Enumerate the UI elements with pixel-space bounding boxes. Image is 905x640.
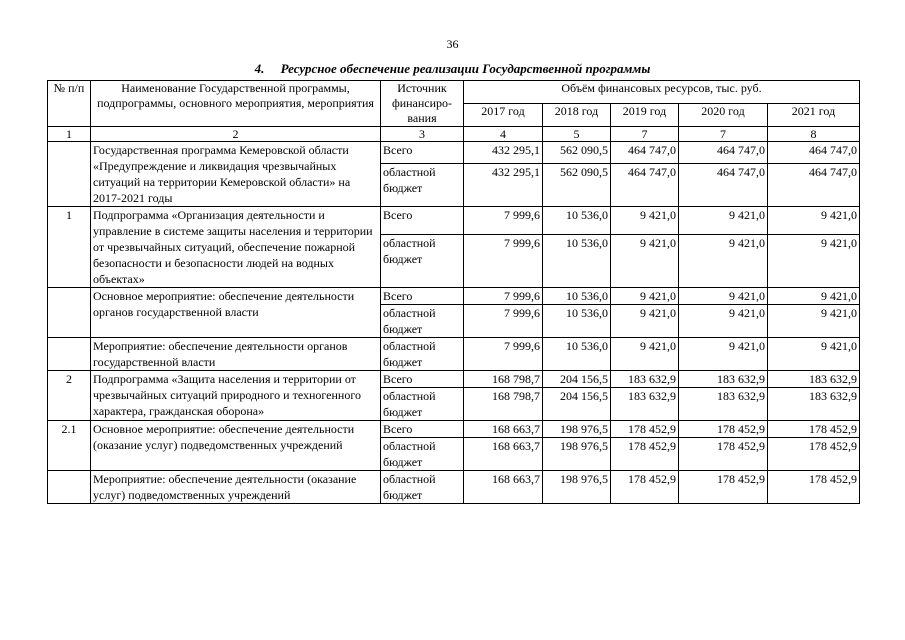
row-number bbox=[48, 471, 91, 504]
header-source: Источник финансиро-вания bbox=[381, 81, 464, 127]
column-index: 7 bbox=[679, 127, 768, 142]
amount-cell: 9 421,0 bbox=[679, 234, 768, 287]
header-num: № п/п bbox=[48, 81, 91, 127]
table-row bbox=[48, 471, 860, 504]
funding-source: Всего bbox=[381, 207, 464, 235]
amount-cell: 183 632,9 bbox=[768, 371, 860, 388]
table-row bbox=[48, 338, 860, 371]
amount-cell: 168 663,7 bbox=[464, 471, 543, 504]
funding-source: областной бюджет bbox=[381, 471, 464, 504]
amount-cell: 562 090,5 bbox=[543, 164, 611, 207]
amount-cell: 10 536,0 bbox=[543, 305, 611, 338]
section-title: 4. Ресурсное обеспечение реализации Государственной программы bbox=[254, 61, 651, 76]
amount-cell: 10 536,0 bbox=[543, 207, 611, 235]
header-name: Наименование Государственной программы, подпрограммы, основного мероприятия, мероприятия bbox=[91, 81, 381, 127]
funding-source: Всего bbox=[381, 288, 464, 305]
amount-cell: 7 999,6 bbox=[464, 207, 543, 235]
header-year: 2017 год bbox=[464, 104, 543, 127]
amount-cell: 178 452,9 bbox=[679, 421, 768, 438]
amount-cell: 9 421,0 bbox=[768, 338, 860, 371]
amount-cell: 9 421,0 bbox=[768, 305, 860, 338]
column-index: 1 bbox=[48, 127, 91, 142]
table-row bbox=[48, 288, 860, 305]
amount-cell: 10 536,0 bbox=[543, 338, 611, 371]
amount-cell: 10 536,0 bbox=[543, 234, 611, 287]
column-index: 2 bbox=[91, 127, 381, 142]
amount-cell: 7 999,6 bbox=[464, 338, 543, 371]
amount-cell: 464 747,0 bbox=[679, 142, 768, 164]
amount-cell: 10 536,0 bbox=[543, 288, 611, 305]
row-number bbox=[48, 288, 91, 338]
amount-cell: 9 421,0 bbox=[768, 207, 860, 235]
amount-cell: 7 999,6 bbox=[464, 234, 543, 287]
funding-source: областной бюджет bbox=[381, 438, 464, 471]
amount-cell: 7 999,6 bbox=[464, 305, 543, 338]
column-index: 3 bbox=[381, 127, 464, 142]
funding-source: областной бюджет bbox=[381, 164, 464, 207]
amount-cell: 9 421,0 bbox=[611, 288, 679, 305]
amount-cell: 464 747,0 bbox=[679, 164, 768, 207]
table-row bbox=[48, 207, 860, 235]
amount-cell: 464 747,0 bbox=[768, 142, 860, 164]
amount-cell: 168 798,7 bbox=[464, 388, 543, 421]
funding-source: областной бюджет bbox=[381, 388, 464, 421]
amount-cell: 9 421,0 bbox=[611, 305, 679, 338]
row-name: Мероприятие: обеспечение деятельности (оказание услуг) подведомственных учреждений bbox=[91, 471, 381, 504]
row-number: 2.1 bbox=[48, 421, 91, 471]
amount-cell: 9 421,0 bbox=[611, 234, 679, 287]
funding-source: Всего bbox=[381, 142, 464, 164]
amount-cell: 9 421,0 bbox=[768, 288, 860, 305]
row-number bbox=[48, 338, 91, 371]
amount-cell: 178 452,9 bbox=[611, 438, 679, 471]
table-row bbox=[48, 142, 860, 164]
header-year: 2018 год bbox=[543, 104, 611, 127]
amount-cell: 183 632,9 bbox=[679, 371, 768, 388]
funding-source: областной бюджет bbox=[381, 234, 464, 287]
header-year: 2021 год bbox=[768, 104, 860, 127]
row-name: Подпрограмма «Защита населения и территории от чрезвычайных ситуаций природного и техногенного характера, гражданская оборона» bbox=[91, 371, 381, 421]
row-name: Основное мероприятие: обеспечение деятельности (оказание услуг) подведомственных учреждений bbox=[91, 421, 381, 471]
header-year: 2020 год bbox=[679, 104, 768, 127]
row-name: Государственная программа Кемеровской области «Предупреждение и ликвидация чрезвычайных ситуаций на территории Кемеровской области» на 2017-2021 годы bbox=[91, 142, 381, 207]
amount-cell: 464 747,0 bbox=[611, 142, 679, 164]
column-index: 4 bbox=[464, 127, 543, 142]
amount-cell: 9 421,0 bbox=[679, 305, 768, 338]
amount-cell: 9 421,0 bbox=[768, 234, 860, 287]
amount-cell: 9 421,0 bbox=[679, 207, 768, 235]
table-body bbox=[48, 142, 860, 504]
header-volume: Объём финансовых ресурсов, тыс. руб. bbox=[464, 81, 860, 104]
amount-cell: 204 156,5 bbox=[543, 388, 611, 421]
row-number: 2 bbox=[48, 371, 91, 421]
amount-cell: 168 663,7 bbox=[464, 421, 543, 438]
row-number bbox=[48, 142, 91, 207]
page-number: 36 bbox=[446, 37, 459, 51]
amount-cell: 562 090,5 bbox=[543, 142, 611, 164]
amount-cell: 198 976,5 bbox=[543, 438, 611, 471]
row-name: Мероприятие: обеспечение деятельности органов государственной власти bbox=[91, 338, 381, 371]
header-year: 2019 год bbox=[611, 104, 679, 127]
column-index: 7 bbox=[611, 127, 679, 142]
amount-cell: 178 452,9 bbox=[768, 471, 860, 504]
header-row bbox=[48, 81, 860, 104]
amount-cell: 178 452,9 bbox=[768, 421, 860, 438]
amount-cell: 183 632,9 bbox=[611, 371, 679, 388]
amount-cell: 183 632,9 bbox=[768, 388, 860, 421]
amount-cell: 432 295,1 bbox=[464, 142, 543, 164]
funding-source: областной бюджет bbox=[381, 305, 464, 338]
amount-cell: 178 452,9 bbox=[679, 438, 768, 471]
amount-cell: 204 156,5 bbox=[543, 371, 611, 388]
column-index: 5 bbox=[543, 127, 611, 142]
row-name: Основное мероприятие: обеспечение деятельности органов государственной власти bbox=[91, 288, 381, 338]
table-row bbox=[48, 371, 860, 388]
amount-cell: 178 452,9 bbox=[768, 438, 860, 471]
amount-cell: 168 798,7 bbox=[464, 371, 543, 388]
amount-cell: 168 663,7 bbox=[464, 438, 543, 471]
column-index-row bbox=[48, 127, 860, 142]
amount-cell: 198 976,5 bbox=[543, 421, 611, 438]
row-name: Подпрограмма «Организация деятельности и управление в системе защиты населения и территории от чрезвычайных ситуаций, обеспечение пожарной безопасности и безопасности людей на водных объектах» bbox=[91, 207, 381, 288]
amount-cell: 464 747,0 bbox=[768, 164, 860, 207]
amount-cell: 198 976,5 bbox=[543, 471, 611, 504]
funding-source: областной бюджет bbox=[381, 338, 464, 371]
row-number: 1 bbox=[48, 207, 91, 288]
amount-cell: 9 421,0 bbox=[679, 288, 768, 305]
funding-source: Всего bbox=[381, 371, 464, 388]
amount-cell: 9 421,0 bbox=[611, 207, 679, 235]
amount-cell: 7 999,6 bbox=[464, 288, 543, 305]
amount-cell: 178 452,9 bbox=[679, 471, 768, 504]
amount-cell: 432 295,1 bbox=[464, 164, 543, 207]
amount-cell: 9 421,0 bbox=[679, 338, 768, 371]
column-index: 8 bbox=[768, 127, 860, 142]
amount-cell: 178 452,9 bbox=[611, 471, 679, 504]
table-row bbox=[48, 421, 860, 438]
amount-cell: 178 452,9 bbox=[611, 421, 679, 438]
amount-cell: 464 747,0 bbox=[611, 164, 679, 207]
funding-source: Всего bbox=[381, 421, 464, 438]
resource-table bbox=[47, 80, 860, 504]
amount-cell: 183 632,9 bbox=[611, 388, 679, 421]
amount-cell: 9 421,0 bbox=[611, 338, 679, 371]
amount-cell: 183 632,9 bbox=[679, 388, 768, 421]
